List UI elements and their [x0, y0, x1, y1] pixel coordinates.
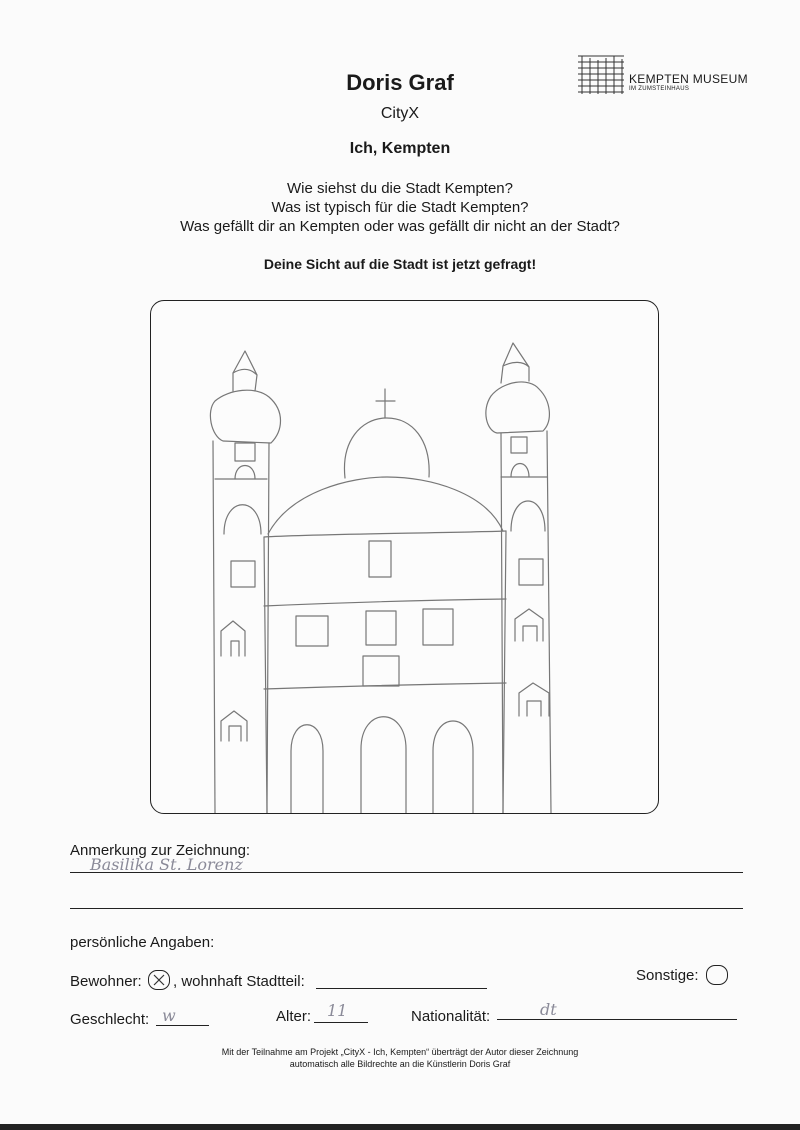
gender-value[interactable]: w [162, 1006, 176, 1025]
project-name: CityX [380, 105, 420, 122]
gender-line [156, 1025, 209, 1026]
museum-logo [576, 50, 776, 100]
project-title: Ich, Kempten [349, 140, 451, 157]
nationality-line [497, 1019, 737, 1020]
age-value[interactable]: 11 [327, 1001, 348, 1020]
resident-checkbox[interactable] [148, 970, 170, 990]
drawing-frame [150, 300, 659, 814]
district-label: , wohnhaft Stadtteil: [173, 973, 305, 990]
question-1: Wie siehst du die Stadt Kempten? [287, 180, 513, 197]
district-line [316, 988, 487, 989]
gender-label: Geschlecht: [70, 1011, 150, 1028]
museum-subname: IM ZUMSTEINHAUS [629, 86, 690, 92]
question-2: Was ist typisch für die Stadt Kempten? [271, 199, 529, 216]
age-label: Alter: [276, 1008, 312, 1025]
other-label: Sonstige: [636, 967, 699, 984]
nationality-value[interactable]: dt [540, 1000, 557, 1019]
annotation-line-2 [70, 908, 743, 909]
artist-name: Doris Graf [346, 70, 454, 95]
resident-label: Bewohner: [70, 973, 142, 990]
footer-line-1: Mit der Teilnahme am Projekt „CityX - Ich, Kempten“ überträgt der Autor dieser Zeichnung [221, 1047, 579, 1057]
museum-name: KEMPTEN MUSEUM [629, 72, 748, 86]
question-3: Was gefällt dir an Kempten oder was gefällt dir nicht an der Stadt? [180, 218, 620, 235]
resident-check-mark-icon [149, 971, 169, 989]
annotation-label: Anmerkung zur Zeichnung: [70, 842, 251, 859]
footer-line-2: automatisch alle Bildrechte an die Künstlerin Doris Graf [289, 1059, 511, 1069]
footer-disclaimer [0, 1046, 800, 1070]
personal-info-label: persönliche Angaben: [70, 934, 215, 951]
annotation-line-1 [70, 872, 743, 873]
other-checkbox[interactable] [706, 965, 728, 985]
age-line [314, 1022, 368, 1023]
church-drawing [151, 301, 658, 813]
scan-edge [0, 1124, 800, 1130]
museum-logo-mark [576, 50, 626, 96]
nationality-label: Nationalität: [411, 1008, 491, 1025]
call-to-action: Deine Sicht auf die Stadt ist jetzt gefragt! [263, 256, 537, 272]
annotation-value[interactable]: Basilika St. Lorenz [90, 855, 243, 874]
